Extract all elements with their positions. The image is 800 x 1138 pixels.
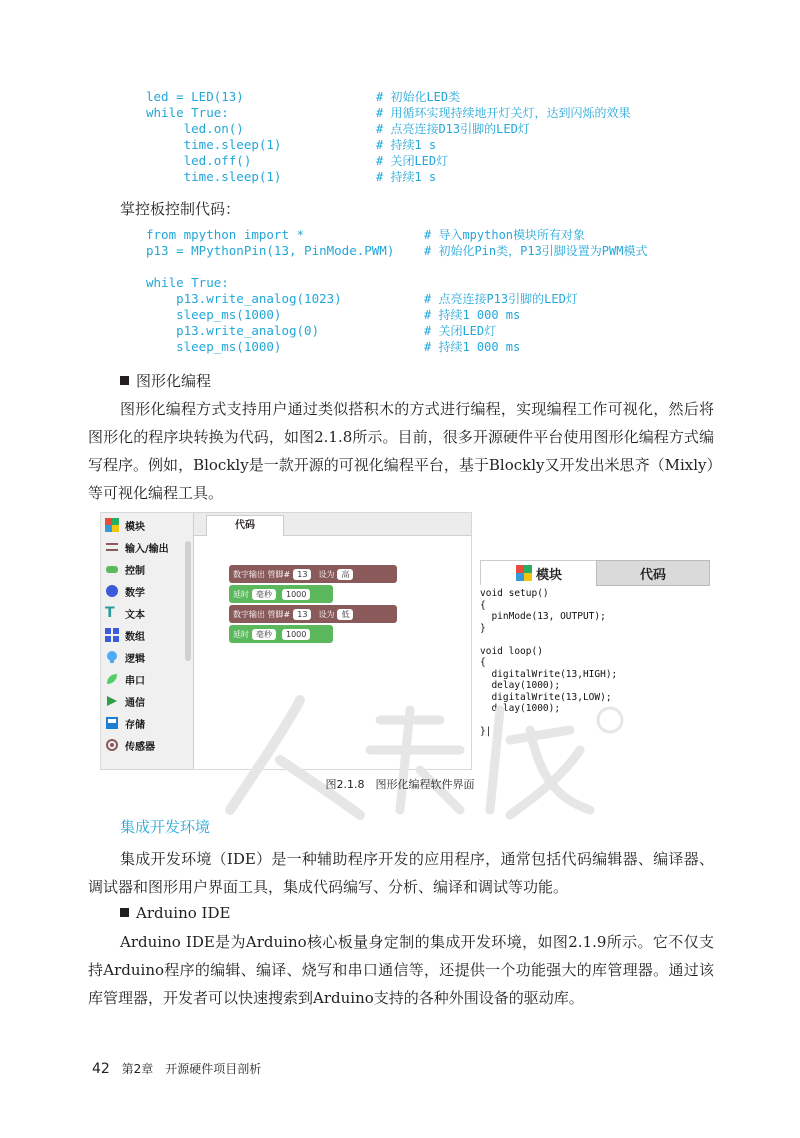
- heading-graphical-text: 图形化编程: [136, 372, 212, 390]
- code-comment: # 持续1 000 ms: [424, 308, 521, 322]
- code-line: from mpython import *: [146, 227, 305, 242]
- generated-code[interactable]: void setup() { pinMode(13, OUTPUT); } void loop() { digitalWrite(13,HIGH); delay(1000); digitalWrite(13,LOW); delay(1000); }|: [480, 588, 618, 737]
- section-heading-ide: 集成开发环境: [120, 818, 211, 836]
- sidebar-item-label: 文本: [125, 609, 145, 621]
- figure-caption: 图2.1.8 图形化编程软件界面: [325, 778, 475, 791]
- comm-icon: [105, 694, 119, 708]
- block-label: 数字输出 管脚#: [233, 609, 291, 619]
- code-line: p13 = MPythonPin(13, PinMode.PWM): [146, 243, 395, 258]
- sidebar-title: [105, 515, 145, 535]
- paragraph-ide: 集成开发环境（IDE）是一种辅助程序开发的应用程序，通常包括代码编辑器、编译器、调试器和图形用户界面工具，集成代码编写、分析、编译和调试等功能。: [88, 850, 714, 896]
- code-line: time.sleep(1): [146, 137, 282, 152]
- bulb-icon: [105, 650, 119, 664]
- page-footer: [92, 1060, 261, 1077]
- sidebar-scrollbar[interactable]: [185, 541, 191, 661]
- unit-slot[interactable]: 毫秒: [252, 589, 276, 600]
- code-line: sleep_ms(1000): [146, 307, 282, 322]
- paragraph-graphical: 图形化编程方式支持用户通过类似搭积木的方式进行编程，实现编程工作可视化，然后将图形化的程序块转换为代码，如图2.1.8所示。目前，很多开源硬件平台使用图形化编程方式编写程序。例如，Blockly是一款开源的可视化编程平台，基于Blockly又开发出米思齐（Mixly）等可视化编程工具。: [88, 400, 714, 502]
- sidebar-item-label: 串口: [125, 675, 145, 687]
- sidebar-item-label: 控制: [125, 565, 145, 577]
- unit-slot[interactable]: 毫秒: [252, 629, 276, 640]
- sidebar-item-label: 逻辑: [125, 653, 145, 665]
- sidebar-item-math[interactable]: [105, 581, 145, 601]
- code-line: while True:: [146, 105, 229, 120]
- code-comment: # 持续1 s: [376, 138, 437, 152]
- block-label: 数字输出 管脚#: [233, 569, 291, 579]
- sidebar-item-label: 传感器: [125, 741, 155, 753]
- block-label: 延时: [233, 589, 249, 599]
- tab-code-right[interactable]: 代码: [596, 560, 710, 586]
- level-slot[interactable]: 低: [337, 609, 353, 620]
- board-code-label: 掌控板控制代码：: [120, 200, 241, 218]
- code-comment: # 导入mpython模块所有对象: [424, 228, 586, 242]
- editor-tabbar: [194, 513, 471, 536]
- tab-modules[interactable]: [480, 560, 597, 585]
- sidebar-item-sensor[interactable]: [105, 735, 155, 755]
- block-label: 设为: [318, 569, 335, 579]
- sidebar-item-serial[interactable]: [105, 669, 145, 689]
- code-line: led.off(): [146, 153, 252, 168]
- sidebar-item-label: 数学: [125, 587, 145, 599]
- tab-code[interactable]: 代码: [206, 515, 284, 536]
- code-comment: # 点亮连接D13引脚的LED灯: [376, 122, 530, 136]
- heading-arduino: [120, 904, 230, 922]
- sidebar-item-label: 存储: [125, 719, 145, 731]
- io-icon: [105, 540, 119, 554]
- delay-block[interactable]: [229, 585, 333, 603]
- value-slot[interactable]: 1000: [282, 589, 310, 600]
- sidebar-item-storage[interactable]: [105, 713, 145, 733]
- gamepad-icon: [105, 562, 119, 576]
- grid-icon: [105, 628, 119, 642]
- figure-code-view: [476, 560, 708, 752]
- heading-graphical: [120, 370, 211, 391]
- code-line: p13.write_analog(1023): [146, 291, 342, 306]
- level-slot[interactable]: 高: [337, 569, 353, 580]
- code-comment: # 关闭LED灯: [376, 154, 449, 168]
- code-comment: # 点亮连接P13引脚的LED灯: [424, 292, 578, 306]
- sidebar-item-control[interactable]: [105, 559, 145, 579]
- sensor-icon: [105, 738, 119, 752]
- leaf-icon: [105, 672, 119, 686]
- delay-block[interactable]: [229, 625, 333, 643]
- sidebar-item-array[interactable]: [105, 625, 145, 645]
- paragraph-arduino: Arduino IDE是为Arduino核心板量身定制的集成开发环境，如图2.1.9所示。它不仅支持Arduino程序的编辑、编译、烧写和串口通信等，还提供一个功能强大的库管理器。通过该库管理器，开发者可以快速搜索到Arduino支持的各种外围设备的驱动库。: [88, 933, 714, 1007]
- figure-editor: [100, 512, 472, 770]
- pin-slot[interactable]: 13: [293, 569, 311, 580]
- bullet-square-icon: [120, 376, 129, 385]
- block-label: 延时: [233, 629, 249, 639]
- digital-write-block-high[interactable]: [229, 565, 397, 583]
- code-comment: # 持续1 s: [376, 170, 437, 184]
- sidebar-item-comm[interactable]: [105, 691, 145, 711]
- tab-modules-label: 模块: [535, 567, 562, 583]
- block-label: 设为: [318, 609, 335, 619]
- code-line: while True:: [146, 275, 229, 290]
- code-line: led.on(): [146, 121, 244, 136]
- sidebar-item-label: 输入/输出: [125, 543, 169, 555]
- pin-slot[interactable]: 13: [293, 609, 311, 620]
- sidebar-item-io[interactable]: [105, 537, 169, 557]
- storage-icon: [105, 716, 119, 730]
- puzzle-icon: [516, 565, 532, 581]
- code-comment: # 初始化LED类: [376, 90, 461, 104]
- text-t-icon: T: [105, 605, 115, 621]
- code-line: time.sleep(1): [146, 169, 282, 184]
- code-line: led = LED(13): [146, 89, 244, 104]
- code-comment: # 初始化Pin类，P13引脚设置为PWM模式: [424, 244, 648, 258]
- heading-arduino-text: Arduino IDE: [136, 904, 231, 922]
- sidebar-item-label: 数组: [125, 631, 145, 643]
- page-number: 42: [92, 1061, 110, 1077]
- puzzle-icon: [105, 518, 119, 532]
- bullet-square-icon: [120, 908, 129, 917]
- sidebar-item-label: 通信: [125, 697, 145, 709]
- code-comment: # 关闭LED灯: [424, 324, 497, 338]
- block-sidebar: [101, 513, 194, 769]
- code-comment: # 用循环实现持续地开灯关灯，达到闪烁的效果: [376, 106, 631, 120]
- code-line: sleep_ms(1000): [146, 339, 282, 354]
- code-line: p13.write_analog(0): [146, 323, 320, 338]
- value-slot[interactable]: 1000: [282, 629, 310, 640]
- digital-write-block-low[interactable]: [229, 605, 397, 623]
- sidebar-item-logic[interactable]: [105, 647, 145, 667]
- sidebar-title-text: 模块: [125, 521, 145, 533]
- chapter-title: 第2章 开源硬件项目剖析: [121, 1062, 262, 1076]
- sidebar-item-text[interactable]: [105, 603, 145, 623]
- math-icon: [105, 584, 119, 598]
- code-comment: # 持续1 000 ms: [424, 340, 521, 354]
